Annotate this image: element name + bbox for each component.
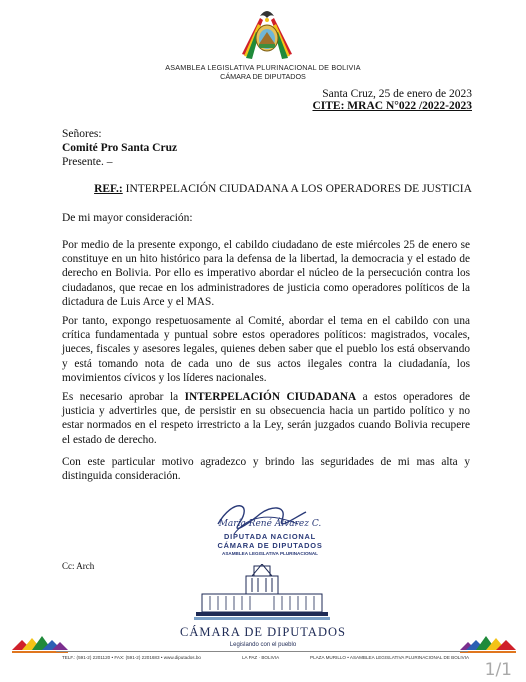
paragraph-3-rest: a estos operadores de justicia y advertirles que, de persistir en su obsecuencia hacia un partido político y no estar normados en el respeto irrestricto a la Ley, serán juzgados cuando Bolivia recupere el estado de derecho. — [62, 391, 470, 446]
stamp-chamber: CÁMARA DE DIPUTADOS — [217, 541, 323, 550]
recipient: Comité Pro Santa Cruz — [62, 142, 178, 154]
footer-address: PLAZA MURILLO • ASAMBLEA LEGISLATIVA PLURINACIONAL DE BOLIVIA — [310, 655, 470, 660]
paragraph-2: Por tanto, expongo respetuosamente al Comité, abordar el tema en el cabildo con una crítica fundamentada y puntual sobre estos operadores políticos: magistrados, vocales, jueces, fiscales y asesores legales, quienes deben saber que el pueblo los está observando y está tomando nota de cada uno de sus actos ilegales contra la ciudadanía, los movimientos cívicos y los líderes nacionales. — [62, 315, 470, 384]
ref-label: REF.: — [94, 183, 123, 195]
footer-chamber-name: CÁMARA DE DIPUTADOS — [180, 625, 346, 639]
signature-name: María René Álvarez C. — [218, 519, 322, 529]
paragraph-3-emphasis: INTERPELACIÓN CIUDADANA — [184, 391, 357, 403]
footer-tagline: Legislando con el pueblo — [229, 642, 297, 648]
paragraph-3-intro: Es necesario aprobar la — [62, 391, 185, 403]
footer-contact: TELF.: (591-2) 2201120 • FAX: (591-2) 2201683 • www.diputados.bo — [62, 655, 201, 660]
presente: Presente. – — [62, 156, 113, 168]
stamp-title: DIPUTADA NACIONAL — [223, 532, 317, 541]
paragraph-3 — [62, 390, 470, 447]
footer-divider — [56, 651, 468, 652]
signature-stamp — [178, 494, 358, 566]
chamber-name: CÁMARA DE DIPUTADOS — [220, 72, 306, 81]
paragraph-4: Con este particular motivo agradezco y brindo las seguridades de mi mas alta y distinguida consideración. — [62, 456, 470, 483]
greeting: De mi mayor consideración: — [62, 212, 193, 224]
bolivia-coat-of-arms-icon — [238, 4, 296, 62]
reference-line — [0, 183, 526, 195]
footer-city: LA PAZ · BOLIVIA — [242, 655, 280, 660]
paragraph-1: Por medio de la presente expongo, el cabildo ciudadano de este miércoles 25 de enero se constituye en un hito histórico para la defensa de la libertad, la democracia y el estado de derecho en Bolivia. Por ello es imperativo abordar el núcleo de la persecución contra los ciudadanos, que recae en los administradores de justicia como operadores políticos de la dictadura de Luis Arce y el MAS. — [62, 239, 470, 308]
institution-name: ASAMBLEA LEGISLATIVA PLURINACIONAL DE BOLIVIA — [165, 63, 361, 72]
place-date: Santa Cruz, 25 de enero de 2023 — [322, 88, 472, 100]
cc-line: Cc: Arch — [62, 561, 95, 571]
salutation: Señores: — [62, 128, 102, 140]
legislative-building-logo-icon — [194, 564, 330, 622]
page-indicator: 1/1 — [484, 660, 512, 680]
cite-reference: CITE: MRAC N°022 /2022-2023 — [312, 100, 472, 112]
stamp-assembly: ASAMBLEA LEGISLATIVA PLURINACIONAL — [222, 551, 318, 556]
ref-subject: INTERPELACIÓN CIUDADANA A LOS OPERADORES DE JUSTICIA — [122, 183, 472, 195]
